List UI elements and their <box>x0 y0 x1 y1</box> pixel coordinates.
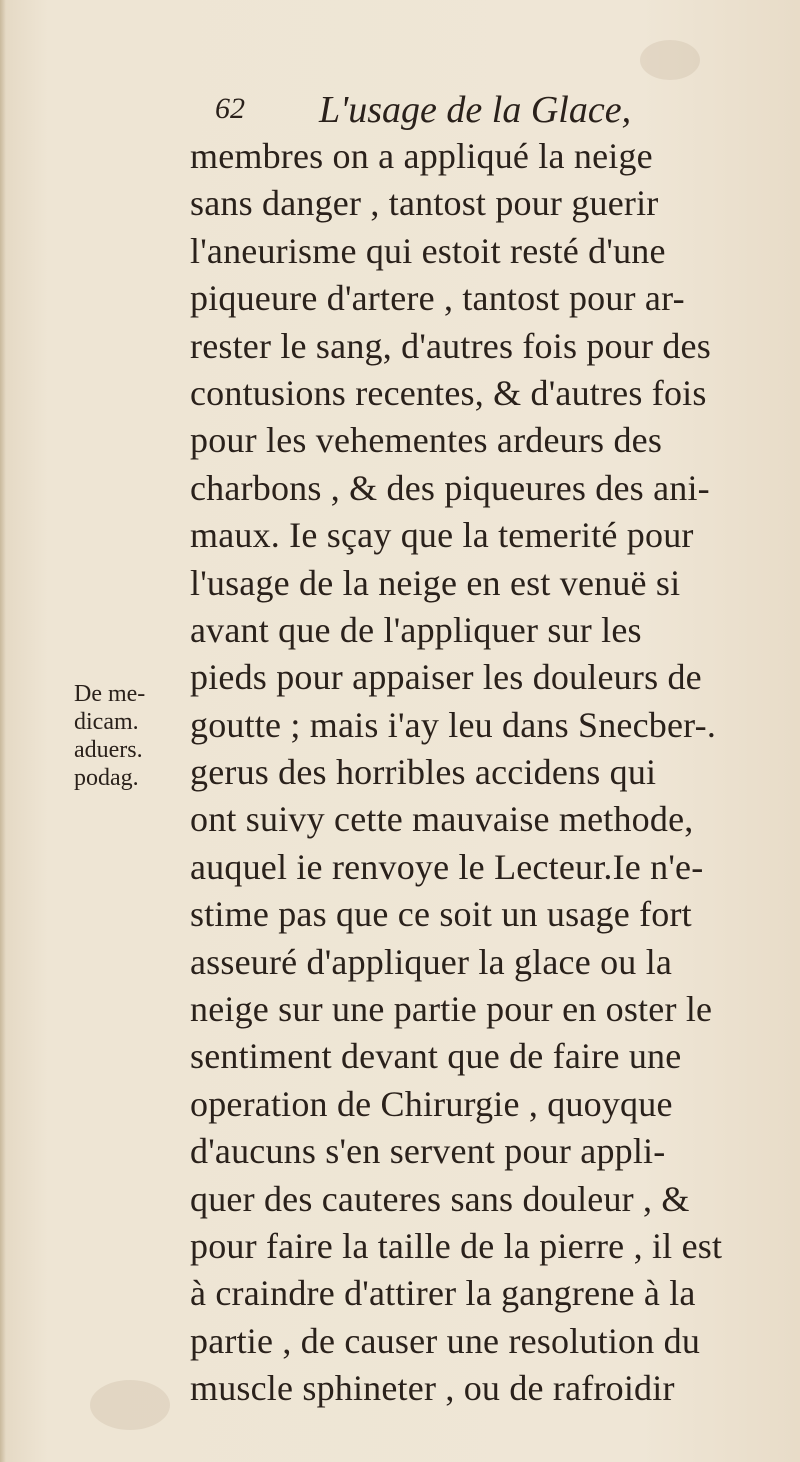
text-line: quer des cauteres sans douleur , & <box>190 1178 690 1219</box>
text-line: rester le sang, d'autres fois pour des <box>190 325 711 366</box>
body-text <box>190 133 790 1413</box>
page-header <box>215 88 715 138</box>
gutter-shadow <box>0 0 6 1462</box>
text-line: asseuré d'appliquer la glace ou la <box>190 941 673 982</box>
marginal-note-line: De me- <box>74 681 146 707</box>
text-line: sans danger , tantost pour guerir <box>190 183 659 224</box>
text-line: membres on a appliqué la neige <box>190 136 653 176</box>
text-line: partie , de causer une resolution du <box>190 1320 701 1361</box>
marginal-note-line: aduers. <box>74 737 143 763</box>
text-line: operation de Chirurgie , quoyque <box>190 1083 673 1124</box>
text-line: maux. Ie sçay que la temerité pour <box>190 515 694 556</box>
text-line: auquel ie renvoye le Lecteur.Ie n'e- <box>190 846 704 887</box>
text-line: l'aneurisme qui estoit resté d'une <box>190 230 666 271</box>
text-line: contusions recentes, & d'autres fois <box>190 372 707 413</box>
text-line: charbons , & des piqueures des ani- <box>190 467 710 508</box>
text-line: stime pas que ce soit un usage fort <box>190 894 692 935</box>
text-line: pieds pour appaiser les douleurs de <box>190 657 702 698</box>
marginal-note-line: dicam. <box>74 709 139 735</box>
text-line: à craindre d'attirer la gangrene à la <box>190 1273 696 1314</box>
text-line: pour faire la taille de la pierre , il est <box>190 1225 723 1266</box>
text-line: avant que de l'appliquer sur les <box>190 609 642 650</box>
text-line: neige sur une partie pour en oster le <box>190 989 713 1030</box>
text-line: gerus des horribles accidens qui <box>190 752 657 793</box>
text-line: goutte ; mais i'ay leu dans Snecber-. <box>190 704 717 745</box>
marginal-note <box>74 680 186 792</box>
text-line: piqueure d'artere , tantost pour ar- <box>190 278 685 319</box>
foxing-spot <box>90 1380 170 1430</box>
text-line: sentiment devant que de faire une <box>190 1036 682 1077</box>
text-line: muscle sphineter , ou de rafroidir <box>190 1368 675 1409</box>
marginal-note-line: podag. <box>74 765 139 791</box>
text-line: d'aucuns s'en servent pour appli- <box>190 1131 666 1172</box>
text-line: ont suivy cette mauvaise methode, <box>190 799 694 840</box>
foxing-spot <box>640 40 700 80</box>
page-number: 62 <box>215 92 245 125</box>
running-head: L'usage de la Glace, <box>319 89 632 131</box>
text-line: pour les vehementes ardeurs des <box>190 420 663 461</box>
text-line: l'usage de la neige en est venuë si <box>190 562 681 603</box>
